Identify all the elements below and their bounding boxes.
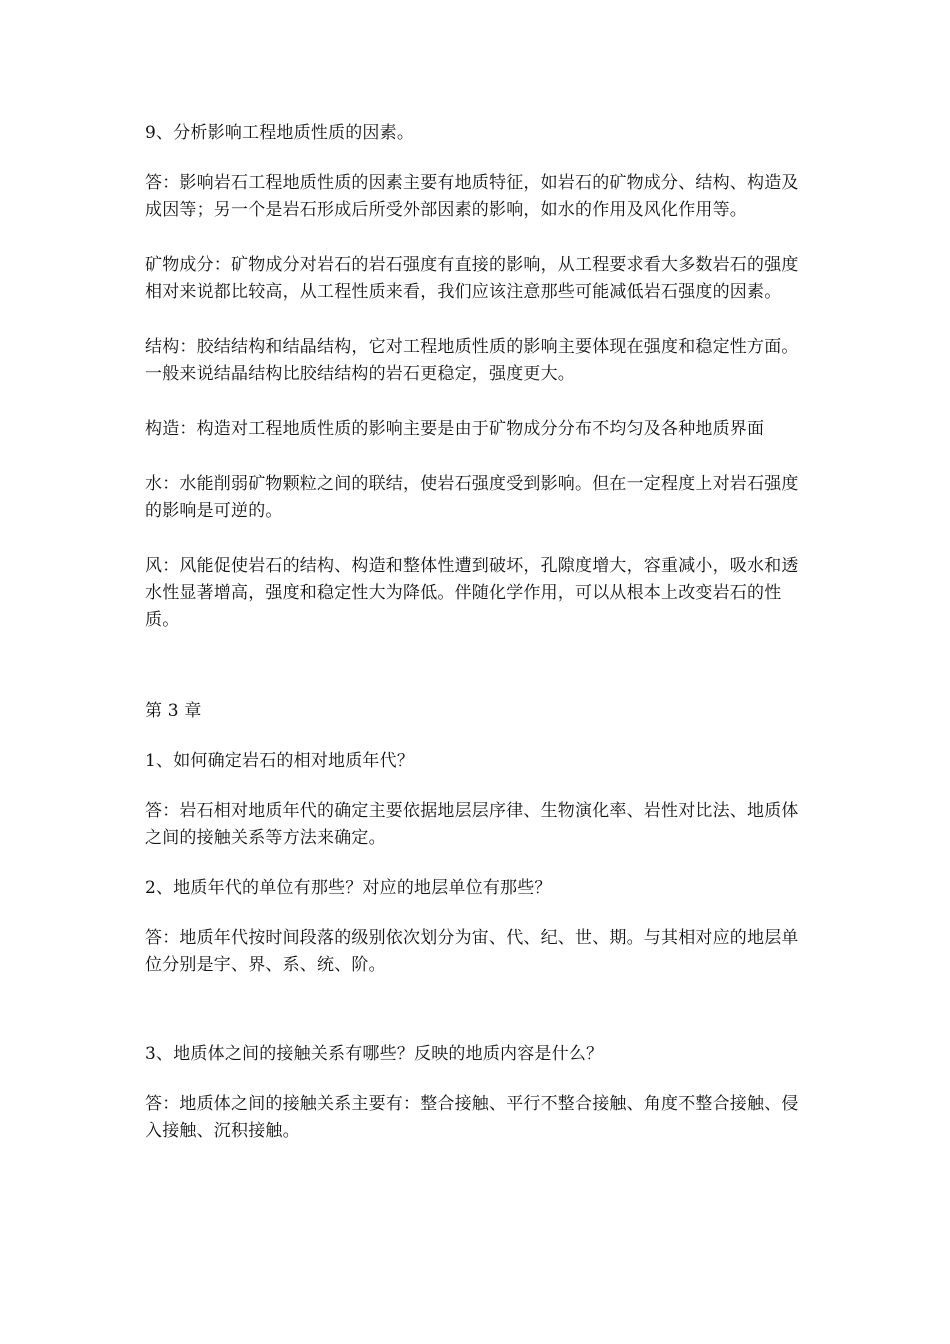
answer-1: 答：岩石相对地质年代的确定主要依据地层层序律、生物演化率、岩性对比法、地质体之间的接触关系等方法来确定。 <box>145 801 799 848</box>
paragraph-water: 水：水能削弱矿物颗粒之间的联结，使岩石强度受到影响。但在一定程度上对岩石强度的影响是可逆的。 <box>145 474 799 521</box>
answer-9: 答：影响岩石工程地质性质的因素主要有地质特征，如岩石的矿物成分、结构、构造及成因等；另一个是岩石形成后所受外部因素的影响，如水的作用及风化作用等。 <box>145 173 799 220</box>
paragraph-mineral: 矿物成分：矿物成分对岩石的岩石强度有直接的影响，从工程要求看大多数岩石的强度相对来说都比较高，从工程性质来看，我们应该注意那些可能减低岩石强度的因素。 <box>145 255 799 302</box>
question-3: 3、地质体之间的接触关系有哪些？反映的地质内容是什么？ <box>145 1044 604 1064</box>
question-9: 9、分析影响工程地质性质的因素。 <box>145 123 415 143</box>
paragraph-wind: 风：风能促使岩石的结构、构造和整体性遭到破坏，孔隙度增大，容重减小，吸水和透水性显著增高，强度和稳定性大为降低。伴随化学作用，可以从根本上改变岩石的性质。 <box>145 556 799 630</box>
document-body <box>145 120 815 1145</box>
answer-2: 答：地质年代按时间段落的级别依次划分为宙、代、纪、世、期。与其相对应的地层单位分别是宇、界、系、统、阶。 <box>145 928 799 975</box>
paragraph-construct: 构造：构造对工程地质性质的影响主要是由于矿物成分分布不均匀及各种地质界面 <box>145 419 765 439</box>
question-2: 2、地质年代的单位有那些？对应的地层单位有那些？ <box>145 878 552 898</box>
answer-3: 答：地质体之间的接触关系主要有：整合接触、平行不整合接触、角度不整合接触、侵入接触、沉积接触。 <box>145 1094 799 1141</box>
question-1: 1、如何确定岩石的相对地质年代？ <box>145 751 415 771</box>
chapter-heading: 第 3 章 <box>145 701 202 721</box>
paragraph-structure: 结构：胶结结构和结晶结构，它对工程地质性质的影响主要体现在强度和稳定性方面。一般来说结晶结构比胶结结构的岩石更稳定，强度更大。 <box>145 337 799 384</box>
